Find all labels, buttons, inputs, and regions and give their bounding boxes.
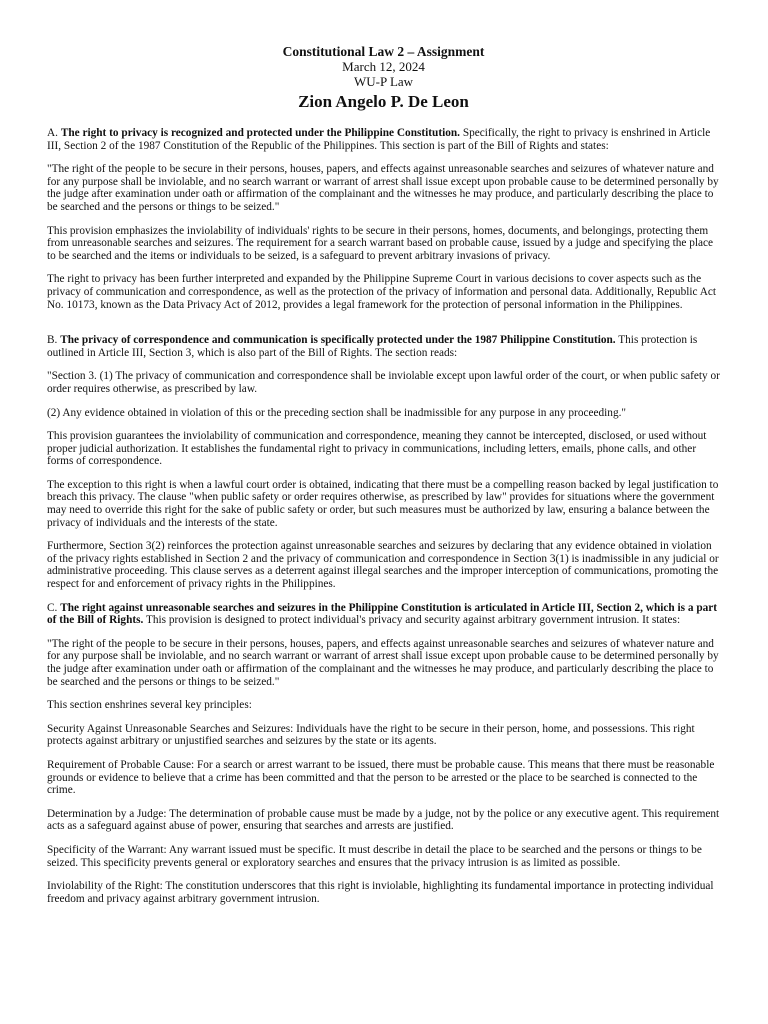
section-a	[47, 127, 720, 311]
document-header	[47, 44, 720, 113]
document-title: Constitutional Law 2 – Assignment	[282, 44, 485, 59]
paragraph: "Section 3. (1) The privacy of communication and correspondence shall be inviolable except upon lawful order of the court, or when public safety or order requires otherwise, as prescribed by law.	[47, 370, 720, 395]
document-author: Zion Angelo P. De Leon	[298, 92, 469, 111]
paragraph: This provision guarantees the inviolability of communication and correspondence, meaning they cannot be intercepted, disclosed, or used without proper judicial authorization. It establishes the fundamental right to privacy in communications, including letters, emails, phone calls, and other forms of correspondence.	[47, 430, 707, 468]
paragraph: A. The right to privacy is recognized and protected under the Philippine Constitution. Specifically, the right to privacy is enshrined in Article III, Section 2 of the 1987 Constitution of the Republic of the Philippines. This section is part of the Bill of Rights and states:	[47, 127, 711, 152]
paragraph: This section enshrines several key principles:	[47, 699, 252, 712]
paragraph: "The right of the people to be secure in their persons, houses, papers, and effects against unreasonable searches and seizures of whatever nature and for any purpose shall be inviolable, and no search warrant or warrant of arrest shall issue except upon probable cause to be determined personally by the judge after examination under oath or affirmation of the complainant and the witnesses he may produce, and particularly describing the place to be searched and the persons or things to be seized."	[47, 637, 719, 688]
paragraph: This provision emphasizes the inviolability of individuals' rights to be secure in their persons, homes, documents, and belongings, protecting them from unreasonable searches and seizures. The requirement for a search warrant based on probable cause, issued by a judge and specifying the place to be searched and the items or individuals to be seized, is a safeguard to prevent arbitrary invasions of privacy.	[47, 224, 714, 262]
document-school: WU-P Law	[353, 74, 414, 89]
paragraph: B. The privacy of correspondence and communication is specifically protected under the 1987 Philippine Constitution. This protection is outlined in Article III, Section 3, which is also part of the Bill of Rights. The section reads:	[47, 334, 698, 359]
paragraph: Determination by a Judge: The determination of probable cause must be made by a judge, not by the police or any executive agent. This requirement acts as a safeguard against abuse of power, ensuring that searches and arrests are justified.	[47, 807, 720, 833]
paragraph: Security Against Unreasonable Searches and Seizures: Individuals have the right to be secure in their person, home, and possessions. This right protects against arbitrary or unjustified searches and seizures by the state or its agents.	[47, 722, 695, 748]
paragraph: "The right of the people to be secure in their persons, houses, papers, and effects against unreasonable searches and seizures of whatever nature and for any purpose shall be inviolable, and no search warrant or warrant of arrest shall issue except upon probable cause to be determined personally by the judge after examination under oath or affirmation of the complainant and the witnesses he may produce, and particularly describing the place to be searched and the persons or things to be seized."	[47, 163, 719, 213]
paragraph: Requirement of Probable Cause: For a search or arrest warrant to be issued, there must be probable cause. This means that there must be reasonable grounds or evidence to believe that a crime has been committed and that the person to be arrested or the place to be searched is connected to the crime.	[47, 758, 715, 797]
section-b	[47, 334, 720, 591]
paragraph: C. The right against unreasonable searches and seizures in the Philippine Constitution is articulated in Article III, Section 2, which is a part of the Bill of Rights. This provision is designed to protect individual's privacy and security against arbitrary government intrusion. It states:	[47, 601, 718, 627]
paragraph: (2) Any evidence obtained in violation of this or the preceding section shall be inadmissible for any purpose in any proceeding."	[47, 406, 627, 419]
document-date: March 12, 2024	[342, 59, 425, 74]
document-body	[47, 127, 720, 905]
paragraph: Specificity of the Warrant: Any warrant issued must be specific. It must describe in detail the place to be searched and the persons or things to be seized. This specificity prevents general or exploratory searches and ensures that the privacy intrusion is as limited as possible.	[47, 843, 702, 869]
section-c	[47, 602, 720, 906]
paragraph: Furthermore, Section 3(2) reinforces the protection against unreasonable searches and seizures by declaring that any evidence obtained in violation of the privacy rights established in Section 2 and the privacy of communication and correspondence in Section 3(1) is inadmissible in any judicial or administrative proceeding. This clause serves as a deterrent against illegal searches and the improper interception of communications, promoting the respect for and enforcement of privacy rights in the Philippines.	[47, 540, 719, 591]
paragraph: The right to privacy has been further interpreted and expanded by the Philippine Supreme Court in various decisions to cover aspects such as the privacy of communication and correspondence, as well as the protection of the privacy of information and personal data. Additionally, Republic Act No. 10173, known as the Data Privacy Act of 2012, provides a legal framework for the protection of personal information in the Philippines.	[47, 273, 717, 311]
paragraph: The exception to this right is when a lawful court order is obtained, indicating that there must be a compelling reason backed by legal justification to breach this privacy. The clause "when public safety or order requires otherwise, as prescribed by law" provides for situations where the government may need to override this right for the sake of public safety or order, but such measures must be authorized by law, ensuring a balance between the privacy of individuals and the interests of the state.	[47, 478, 719, 529]
paragraph: Inviolability of the Right: The constitution underscores that this right is inviolable, highlighting its fundamental importance in protecting individual freedom and privacy against arbitrary government intrusion.	[47, 880, 714, 905]
